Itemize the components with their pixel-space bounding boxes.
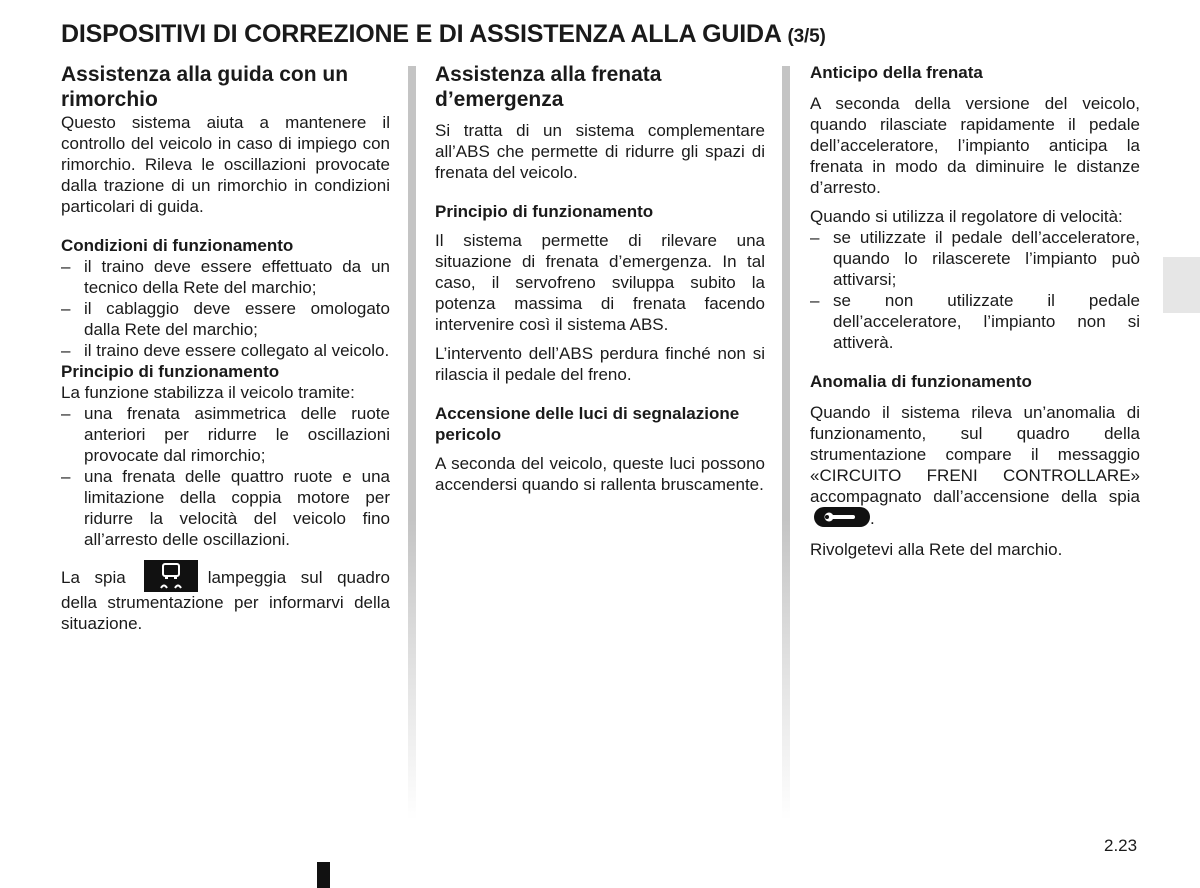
regulator-intro: Quando si utilizza il regolatore di velocità: (810, 207, 1123, 226)
anomaly-text (810, 402, 1140, 529)
list-item-text: se utilizzate il pedale dell’acceleratore, quando lo rilascerete l’impianto può attivarsi; (833, 228, 1140, 289)
page-title-text: DISPOSITIVI DI CORREZIONE E DI ASSISTENZA ALLA GUIDA (61, 20, 781, 48)
principle-intro: La funzione stabilizza il veicolo tramite: (61, 383, 355, 402)
conditions-heading: Condizioni di funzionamento (61, 236, 294, 255)
list-item (810, 290, 1140, 353)
list-dash: – (810, 228, 820, 247)
list-item-text: il traino deve essere effettuato da un tecnico della Rete del marchio; (84, 257, 390, 297)
list-item (61, 403, 390, 466)
list-item (61, 466, 390, 550)
wrench-warning-icon (814, 507, 870, 527)
emergency-principle-text: Il sistema permette di rilevare una situazione di frenata d’emergenza. In tal caso, il servofreno sviluppa subito la potenza massima di frenata facendo intervenire così il sistema ABS. (435, 231, 765, 334)
page-number: 2.23 (1104, 836, 1138, 855)
list-item-text: se non utilizzate il pedale dell’acceleratore, l’impianto non si attiverà. (833, 291, 1140, 352)
list-dash: – (810, 291, 820, 310)
list-item (61, 298, 390, 340)
list-item-text: il traino deve essere collegato al veicolo. (84, 341, 390, 360)
emergency-brake-intro: Si tratta di un sistema complementare all’ABS che permette di ridurre gli spazi di frenata del veicolo. (435, 121, 765, 182)
emergency-brake-heading: Assistenza alla frenata d’emergenza (435, 63, 662, 111)
anomaly-heading: Anomalia di funzionamento (810, 372, 1032, 391)
column-separator (782, 66, 790, 820)
emergency-brake-column (435, 62, 765, 495)
list-item (810, 227, 1140, 290)
regulator-list (810, 227, 1140, 353)
trailer-assist-intro: Questo sistema aiuta a mantenere il controllo del veicolo in caso di impiego con rimorchio. Rileva le oscillazioni provocate dalla trazione di un rimorchio in condizioni particolari di guida. (61, 113, 390, 216)
list-item-text: una frenata delle quattro ruote e una limitazione della coppia motore per ridurre la velocità del veicolo fino all’arresto delle oscillazioni. (84, 467, 390, 549)
list-dash: – (61, 467, 71, 486)
emergency-principle-heading: Principio di funzionamento (435, 202, 654, 221)
principle-list (61, 403, 390, 550)
list-dash: – (61, 299, 71, 318)
anomaly-text-body: Quando il sistema rileva un’anomalia di funzionamento, sul quadro della strumentazione compare il messaggio «CIRCUITO FRENI CONTROLLARE» accompagnato dall’accensione della spia (810, 403, 1140, 506)
warning-lamp-note (61, 560, 390, 634)
anticipation-heading: Anticipo della frenata (810, 63, 983, 82)
list-item (61, 340, 390, 361)
lamp-text-before: La spia (61, 568, 126, 587)
abs-text: L’intervento dell’ABS perdura finché non si rilascia il pedale del freno. (435, 344, 765, 384)
page-title (61, 20, 826, 49)
network-text: Rivolgetevi alla Rete del marchio. (810, 540, 1063, 559)
list-dash: – (61, 341, 71, 360)
list-item-text: il cablaggio deve essere omologato dalla Rete del marchio; (84, 299, 390, 339)
crop-mark (317, 862, 330, 888)
lamp-text-after: lampeggia sul quadro della strumentazione per informarvi della situazione. (61, 568, 390, 633)
page-title-counter: (3/5) (787, 26, 826, 47)
list-dash: – (61, 257, 71, 276)
trailer-assist-column (61, 62, 390, 634)
anticipation-text: A seconda della versione del veicolo, quando rilasciate rapidamente il pedale dell’acceleratore, l’impianto anticipa la frenata in modo da diminuire le distanze d’arresto. (810, 94, 1140, 197)
skid-control-warning-icon (144, 560, 198, 592)
hazard-lights-heading: Accensione delle luci di segnalazione pericolo (435, 404, 740, 444)
principle-heading: Principio di funzionamento (61, 362, 280, 381)
list-item-text: una frenata asimmetrica delle ruote anteriori per ridurre le oscillazioni provocate dal rimorchio; (84, 404, 390, 465)
list-item (61, 256, 390, 298)
section-tab (1163, 257, 1200, 313)
brake-anticipation-column (810, 62, 1140, 560)
list-dash: – (61, 404, 71, 423)
trailer-assist-heading: Assistenza alla guida con un rimorchio (61, 63, 349, 111)
hazard-lights-text: A seconda del veicolo, queste luci possono accendersi quando si rallenta bruscamente. (435, 454, 765, 494)
conditions-list (61, 256, 390, 361)
column-separator (408, 66, 416, 820)
anomaly-text-end: . (870, 509, 875, 528)
